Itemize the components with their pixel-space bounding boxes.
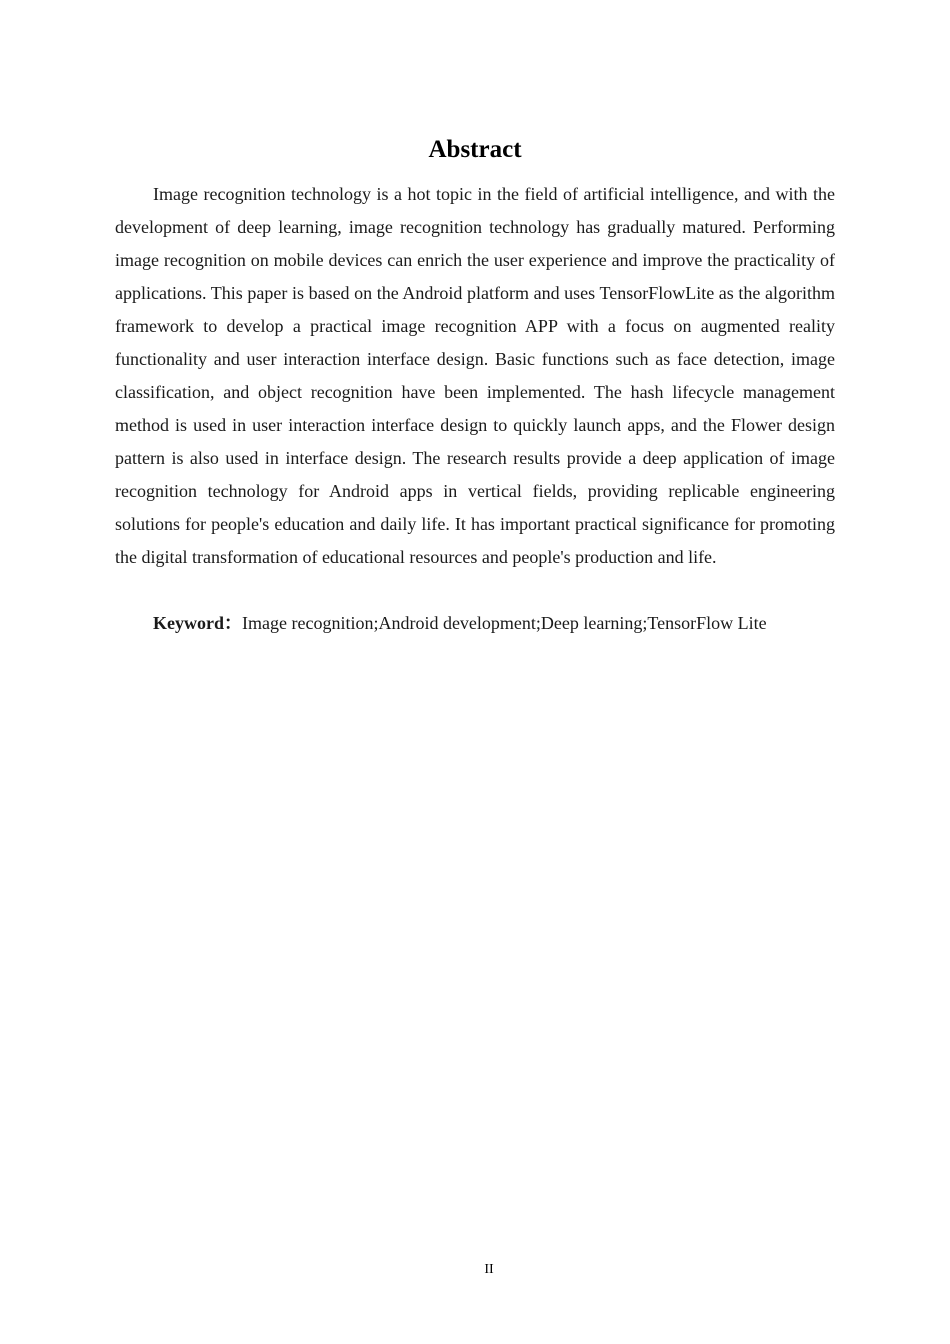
keywords-line: [115, 607, 835, 640]
page-number: II: [484, 1262, 494, 1277]
abstract-title: Abstract: [428, 136, 522, 163]
abstract-body: Image recognition technology is a hot topic in the field of artificial intelligence, and with the development of deep learning, image recognition technology has gradually matured. Performing image recognition on mobile devices can enrich the user experience and improve the practicality of applications. This paper is based on the Android platform and uses TensorFlowLite as the algorithm framework to develop a practical image recognition APP with a focus on augmented reality functionality and user interaction interface design. Basic functions such as face detection, image classification, and object recognition have been implemented. The hash lifecycle management method is used in user interaction interface design to quickly launch apps, and the Flower design pattern is also used in interface design. The research results provide a deep application of image recognition technology for Android apps in vertical fields, providing replicable engineering solutions for people's education and daily life. It has important practical significance for promoting the digital transformation of educational resources and people's production and life.: [115, 184, 835, 567]
keywords-list: Image recognition;Android development;Deep learning;TensorFlow Lite: [242, 613, 767, 633]
keywords-label: Keyword：: [153, 613, 242, 633]
